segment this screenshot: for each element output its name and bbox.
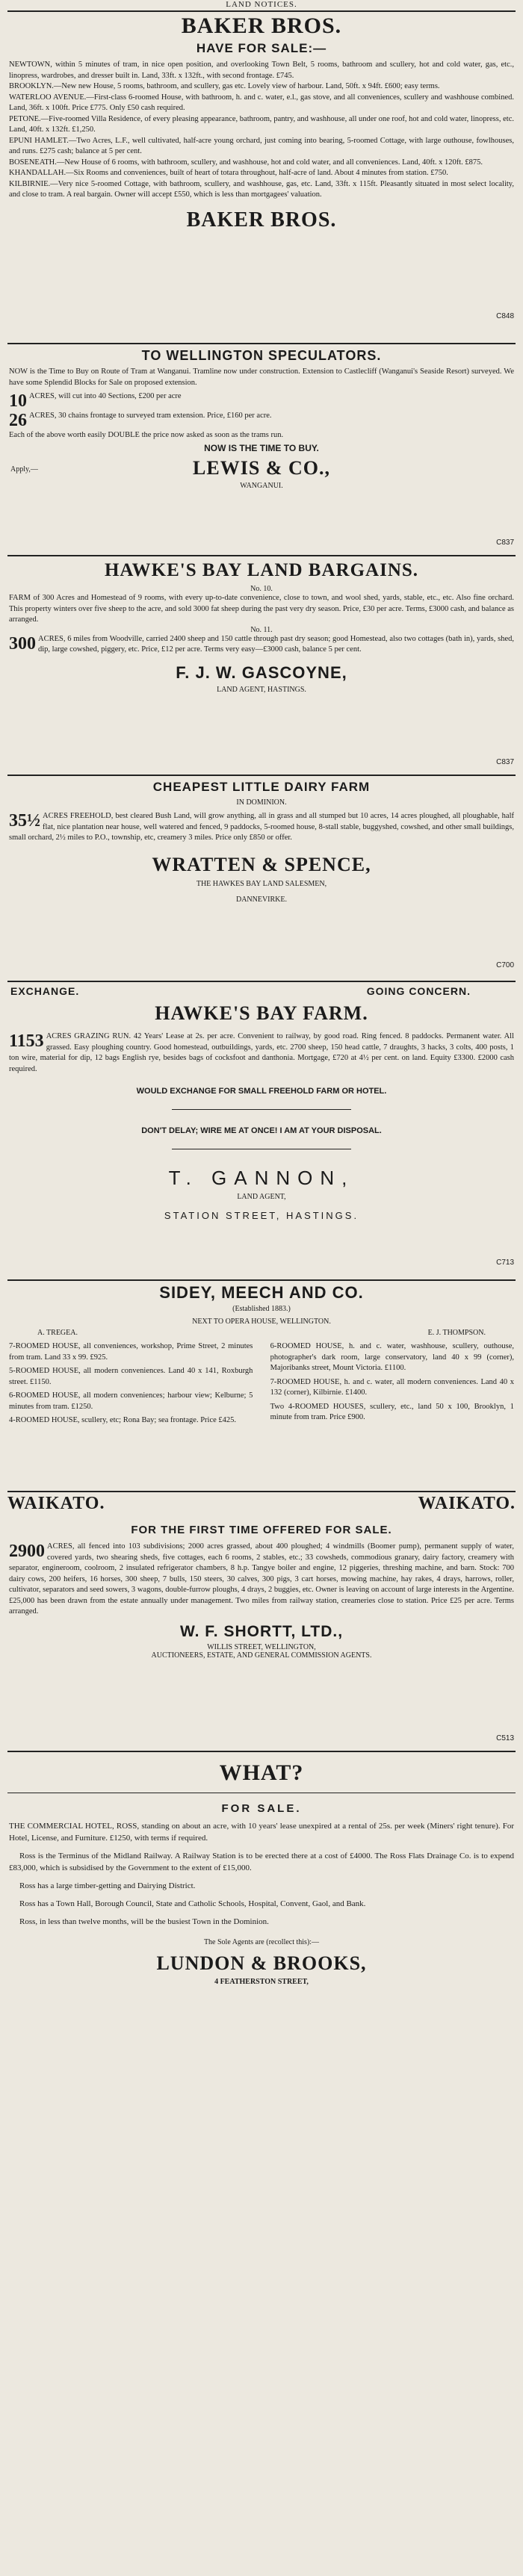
- ad-title: SIDEY, MEECH AND CO.: [159, 1283, 364, 1302]
- firm-address: NEXT TO OPERA HOUSE, WELLINGTON.: [192, 1318, 331, 1326]
- listing-item: EPUNI HAMLET.—Two Acres, L.F., well cultivated, half-acre young orchard, just coming into bearing, 5-roomed Cottage, with large outhouse, fowlhouses, and runs. £275 cash; balance at 5 per cent.: [9, 136, 514, 155]
- lot-item: [7, 391, 516, 411]
- firm-town: DANNEVIRKE.: [235, 895, 288, 904]
- ad-cta: DON'T DELAY; WIRE ME AT ONCE! I AM AT YOUR DISPOSAL.: [141, 1126, 382, 1135]
- ad-code: C837: [496, 758, 514, 766]
- dairy-farm-ad: [7, 775, 516, 979]
- lot-text: ACRES, 30 chains frontage to surveyed tram extension. Price, £160 per acre.: [29, 412, 272, 420]
- paragraph: Ross has a Town Hall, Borough Council, State and Catholic Schools, Hospital, Convent, Gaol, and Bank.: [19, 1899, 366, 1908]
- exchange-note: WOULD EXCHANGE FOR SMALL FREEHOLD FARM OR HOTEL.: [136, 1087, 387, 1096]
- ad-title: HAWKE'S BAY LAND BARGAINS.: [104, 560, 419, 580]
- partner-name: A. TREGEA.: [37, 1329, 78, 1337]
- firm-name: LUNDON & BROOKS,: [156, 1952, 367, 1974]
- ad-title: HAWKE'S BAY FARM.: [155, 1002, 368, 1024]
- gannon-ad: [7, 981, 516, 1278]
- lot-number: No. 11.: [250, 625, 273, 634]
- listing-item: 6-ROOMED HOUSE, h. and c. water, washhouse, scullery, outhouse, photographer's dark room, large conservatory, land 40 x 99 (corner), Majoribanks street, Mount Victoria. £1100.: [270, 1342, 514, 1372]
- ad-code: C700: [496, 961, 514, 969]
- partners-row: [37, 1329, 486, 1337]
- ad-cta: NOW IS THE TIME TO BUY.: [204, 442, 319, 453]
- ad-code: C713: [496, 1258, 514, 1267]
- ad-title: TO WELLINGTON SPECULATORS.: [141, 348, 382, 363]
- firm-address: WILLIS STREET, WELLINGTON,: [207, 1642, 316, 1651]
- baker-bros-ad: [7, 10, 516, 341]
- firm-name: W. F. SHORTT, LTD.,: [179, 1622, 344, 1640]
- established: (Established 1883.): [232, 1305, 291, 1313]
- agent-sub: LAND AGENT, HASTINGS.: [217, 685, 306, 694]
- listing-item: 7-ROOMED HOUSE, h. and c. water, all modern conveniences. Land 40 x 132 (corner), Kilbirnie. £1400.: [270, 1377, 514, 1397]
- agent-sub: LAND AGENT,: [237, 1193, 286, 1201]
- lot-text: ACRES, all fenced into 103 subdivisions; 2000 acres grassed, about 400 ploughed; 4 windmills (Boomer pump), permanent supply of water, covered yards, two shearing sheds, five cottages, each 6 rooms, 2 stables, etc.; 33 cowsheds, commodious granary, dairy factory, creamery with separator, engineroom, coolroom, 2 insulated refrigerator chambers, 8 h.p. Tangye boiler and engine, 12 piggeries, threshing machine, and barn. Stock: 700 dairy cows, 200 heifers, 16 horses, 300 sheep, 7 bulls, 150 steers, 30 calves, 300 pigs, 3 cart horses, mowing machine, hay rakes, 4 drays, harrows, roller, cultivator, separators and seed sowers, 3 wagons, double-furrow ploughs, 4 drays, 2 buggies, etc. Owner is leaving on account of large interests in the Argentine. £25,000 has been drawn from the estate annually under management. Two miles from railway station, creameries close to station. Price £25 per acre. Terms arranged.: [9, 1542, 514, 1616]
- agent-address: STATION STREET, HASTINGS.: [164, 1210, 359, 1221]
- going-concern-label: GOING CONCERN.: [366, 985, 471, 997]
- ad-title: BAKER BROS.: [181, 13, 342, 38]
- lot-acres: 1153: [9, 1031, 44, 1051]
- firm-sub: THE HAWKES BAY LAND SALESMEN,: [196, 879, 327, 888]
- ad-title: CHEAPEST LITTLE DAIRY FARM: [152, 780, 371, 794]
- region-label: WAIKATO.: [7, 1494, 105, 1513]
- ad-signature: [7, 455, 516, 482]
- listing-item: KILBIRNIE.—Very nice 5-roomed Cottage, with bathroom, scullery, and washhouse, gas, etc. Land, 33ft. x 115ft. Pleasantly situated in most select locality, and close to tram. A real bargain. Owner will accept £550, which is less than mortgagees' valuation.: [9, 179, 514, 199]
- ross-hotel-ad: [7, 1751, 516, 2572]
- lot-text: ACRES, 6 miles from Woodville, carried 2400 sheep and 150 cattle through past dry season; good Homestead, also two cottages (bath in), yards, shed, dip, large cowshed, piggery, etc. Price, £12 per acre. Terms very easy—£3000 cash, balance 5 per cent.: [38, 634, 514, 654]
- lot-number: No. 10.: [250, 585, 273, 593]
- agent-name: T. GANNON,: [168, 1167, 355, 1189]
- ad-subtitle: FOR SALE.: [221, 1802, 302, 1815]
- lot-text: ACRES FREEHOLD, best cleared Bush Land, will grow anything, all in grass and all stumped but 10 acres, 14 acres ploughed, all ploughable, half flat, nice plantation near house, well watered and fenced, 9 paddocks, 5-roomed house, 8-stall stable, buggyshed, cowshed, and other small buildings, small orchard, 2½ miles to P.O., township, etc, creamery 3 miles. Price only £850 or offer.: [9, 812, 514, 842]
- ad-code: C848: [496, 312, 514, 320]
- ad-footer: BAKER BROS.: [186, 208, 337, 232]
- paragraph: Ross has a large timber-getting and Dairying District.: [19, 1881, 196, 1890]
- ad-title: FOR THE FIRST TIME OFFERED FOR SALE.: [131, 1524, 392, 1536]
- ad-intro: NOW is the Time to Buy on Route of Tram at Wanganui. Tramline now under construction. Extension to Castlecliff (Wanganui's Seaside Resort) surveyed. We have some Splendid Blocks for Sale on proposed extension.: [9, 367, 514, 387]
- listing-item: 5-ROOMED HOUSE, all modern conveniences. Land 40 x 141, Roxburgh street. £1150.: [9, 1367, 253, 1386]
- partner-name: E. J. THOMPSON.: [427, 1329, 486, 1337]
- divider: [7, 1751, 516, 1752]
- listing-item: 7-ROOMED HOUSE, all conveniences, workshop, Prime Street, 2 minutes from tram. Land 33 x 99. £925.: [9, 1342, 253, 1362]
- ad-title: WHAT?: [219, 1760, 304, 1785]
- listing-item: 6-ROOMED HOUSE, all modern conveniences; harbour view; Kelburne; 5 minutes from tram. £1250.: [9, 1391, 253, 1411]
- exchange-label: EXCHANGE.: [10, 985, 80, 997]
- lot-item: [7, 634, 516, 656]
- ad-subtitle: HAVE FOR SALE:—: [196, 41, 327, 55]
- firm-name: LEWIS & CO.,: [193, 456, 330, 479]
- hawkes-bay-bargains-ad: [7, 555, 516, 773]
- paragraph: THE COMMERCIAL HOTEL, ROSS, standing on about an acre, with 10 years' lease unexpired at a rental of 25s. per week (Miners' right tenure). For Hotel, License, and Furniture. £1250, with terms if required.: [9, 1822, 514, 1843]
- firm-address: 4 FEATHERSTON STREET,: [214, 1978, 309, 1986]
- firm-name: WRATTEN & SPENCE,: [152, 853, 371, 875]
- listing-item: NEWTOWN, within 5 minutes of tram, in nice open position, and overlooking Town Belt, 5 rooms, bathroom and scullery, hot and cold water, gas, etc., linopress, wardrobes, and dresser built in. Land, 33ft. x 132ft., with second frontage. £745.: [9, 60, 514, 80]
- lot-text: ACRES GRAZING RUN. 42 Years' Lease at 2s. per acre. Convenient to railway, by good road. Ring fenced. 8 paddocks. Permanent water. All grassed. Easy ploughing country. Good homestead, outbuildings, yards, etc. 2700 sheep, 150 head cattle, 7 draughts, 3 hacks, 3 colts, 400 posts, 1 ton wire, material for dip, 12 bags English rye, besides bags of cocksfoot and danthonia. Mortgage, £720 at 4½ per cent. on land. Equity £3300. £2000 cash required.: [9, 1032, 514, 1073]
- lot-text: FARM of 300 Acres and Homestead of 9 rooms, with every up-to-date convenience, close to town, and wool shed, yards, stable, etc., etc. Also fine orchard. This property winters over five sheep to the acre, and sold 3000 fat sheep during the past very dry season. Price, £30 per acre. Terms, £3000 cash, and balance as arranged.: [9, 594, 514, 624]
- lot-item: [7, 411, 516, 430]
- listings-right: [269, 1341, 516, 1427]
- lot-number: 26: [9, 411, 27, 430]
- lot-acres: 300: [9, 633, 36, 654]
- apply-label: Apply,—: [10, 465, 38, 474]
- paragraph: Ross, in less than twelve months, will be the busiest Town in the Dominion.: [19, 1917, 269, 1926]
- ad-head-row: [7, 1492, 516, 1522]
- agent-name: F. J. W. GASCOYNE,: [176, 662, 347, 682]
- lot-item: [7, 1031, 516, 1075]
- listings-columns: [7, 1341, 516, 1427]
- listing-item: BOSENEATH.—New House of 6 rooms, with bathroom, scullery, and washhouse, hot and cold water, and all conveniences. Land, 40ft. x 120ft. £875.: [9, 158, 483, 167]
- listing-item: BROOKLYN.—New new House, 5 rooms, bathroom, and scullery, gas etc. Lovely view of harbour. Land, 50ft. x 94ft. £600; easy terms.: [9, 82, 440, 90]
- listing-body: [7, 60, 516, 201]
- lot-number: 10: [9, 391, 27, 411]
- lewis-co-ad: [7, 343, 516, 553]
- divider: [172, 1109, 351, 1110]
- agents-label: The Sole Agents are (recollect this):—: [203, 1938, 320, 1946]
- region-label: WAIKATO.: [418, 1494, 516, 1513]
- lot-acres: 2900: [9, 1542, 45, 1561]
- ad-code: C837: [496, 539, 514, 547]
- listings-left: [7, 1341, 254, 1427]
- firm-sub: AUCTIONEERS, ESTATE, AND GENERAL COMMISSION AGENTS.: [151, 1651, 372, 1660]
- sidey-meech-ad: [7, 1279, 516, 1489]
- ad-subtitle: IN DOMINION.: [236, 798, 287, 807]
- lot-text: ACRES, will cut into 40 Sections, £200 per acre: [29, 392, 182, 400]
- waikato-ad: [7, 1491, 516, 1749]
- ross-body: [7, 1820, 516, 1928]
- section-header: LAND NOTICES.: [226, 0, 297, 9]
- firm-town: WANGANUI.: [240, 481, 283, 490]
- lot-item: [7, 1542, 516, 1618]
- lot-item: [7, 811, 516, 844]
- lot-acres: 35½: [9, 811, 40, 831]
- paragraph: Ross is the Terminus of the Midland Railway. A Railway Station is to be erected there at a cost of £4000. The Ross Flats Drainage Co. is to expend £83,000, which is subsidised by the Government to the extent of £15,000.: [9, 1852, 514, 1872]
- listing-item: PETONE.—Five-roomed Villa Residence, of every pleasing appearance, bathroom, pantry, and washhouse, all under one roof, hot and cold water, linopress, etc. Land, 40ft. x 132ft. £1,250.: [9, 114, 514, 134]
- listing-item: KHANDALLAH.—Six Rooms and conveniences, built of heart of totara throughout, half-acre of land. About 4 minutes from station. £750.: [9, 169, 448, 177]
- ad-head-row: [7, 982, 516, 1000]
- listing-item: 4-ROOMED HOUSE, scullery, etc; Rona Bay; sea frontage. Price £425.: [9, 1416, 237, 1424]
- listing-item: Two 4-ROOMED HOUSES, scullery, etc., land 50 x 100, Brooklyn, 1 minute from tram. Price £900.: [270, 1402, 514, 1421]
- ad-code: C513: [496, 1734, 514, 1742]
- ad-note: Each of the above worth easily DOUBLE the price now asked as soon as the trams run.: [9, 431, 284, 439]
- listing-item: WATERLOO AVENUE.—First-class 6-roomed House, with bathroom, h. and c. water, e.l., gas stove, and all conveniences, scullery and washhouse combined. Land, 36ft. x 100ft. Price £775. Only £50 cash required.: [9, 93, 514, 112]
